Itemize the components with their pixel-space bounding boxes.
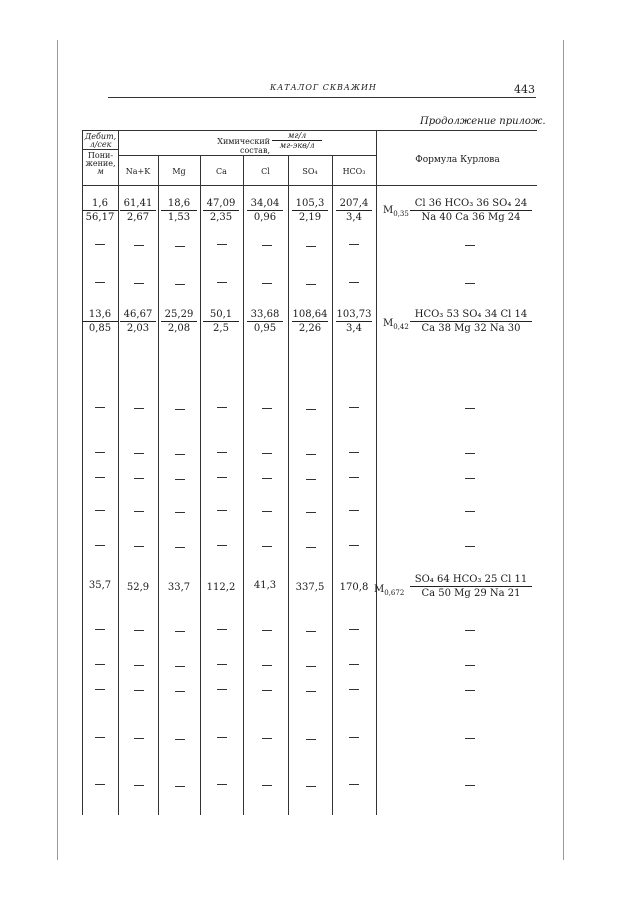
r2-nak: 46,67 2,03 <box>120 309 156 334</box>
empty-cell-dash <box>175 479 185 480</box>
empty-cell-dash <box>349 629 359 630</box>
empty-cell-dash <box>134 665 144 666</box>
empty-cell-dash <box>134 511 144 512</box>
empty-cell-dash <box>134 283 144 284</box>
empty-cell-dash <box>134 245 144 246</box>
empty-cell-dash <box>465 690 475 691</box>
empty-cell-dash <box>134 408 144 409</box>
empty-cell-dash <box>95 452 105 453</box>
empty-cell-dash <box>217 407 227 408</box>
chem-sub-rule <box>118 155 376 156</box>
empty-cell-dash <box>134 546 144 547</box>
empty-cell-dash <box>306 691 316 692</box>
head-rule <box>108 97 536 98</box>
empty-cell-dash <box>349 407 359 408</box>
header-ion-nak: Na+K <box>125 167 151 176</box>
r2-ca: 50,1 2,5 <box>203 309 239 334</box>
r1-hco3: 207,4 3,4 <box>336 198 372 223</box>
r2-so4: 108,64 2,26 <box>292 309 328 334</box>
empty-cell-dash <box>306 547 316 548</box>
empty-cell-dash <box>262 245 272 246</box>
header-chem-composition: Химический состав, <box>217 137 270 155</box>
empty-cell-dash <box>134 690 144 691</box>
empty-cell-dash <box>306 666 316 667</box>
empty-cell-dash <box>262 511 272 512</box>
col-line-6 <box>332 155 333 815</box>
r1-m-value: $M_{0,35}$ <box>383 205 409 218</box>
col-line-3 <box>200 155 201 815</box>
empty-cell-dash <box>175 409 185 410</box>
empty-cell-dash <box>262 453 272 454</box>
r1-debit-decline: 1,6 56,17 <box>82 198 118 223</box>
r1-kurlov-formula: Cl 36 HCO₃ 36 SO₄ 24 Na 40 Ca 36 Mg 24 <box>410 198 532 223</box>
empty-cell-dash <box>217 282 227 283</box>
empty-cell-dash <box>217 477 227 478</box>
empty-cell-dash <box>217 737 227 738</box>
empty-cell-dash <box>262 738 272 739</box>
empty-cell-dash <box>175 284 185 285</box>
empty-cell-dash <box>175 691 185 692</box>
empty-cell-dash <box>349 282 359 283</box>
empty-cell-dash <box>306 739 316 740</box>
empty-cell-dash <box>349 737 359 738</box>
empty-cell-dash <box>175 666 185 667</box>
empty-cell-dash <box>134 630 144 631</box>
empty-cell-dash <box>262 785 272 786</box>
empty-cell-dash <box>465 546 475 547</box>
header-mid-rule <box>82 149 118 150</box>
empty-cell-dash <box>217 689 227 690</box>
empty-cell-dash <box>262 630 272 631</box>
empty-cell-dash <box>175 739 185 740</box>
r1-so4: 105,3 2,19 <box>292 198 328 223</box>
empty-cell-dash <box>95 545 105 546</box>
empty-cell-dash <box>306 786 316 787</box>
empty-cell-dash <box>95 282 105 283</box>
empty-cell-dash <box>306 631 316 632</box>
r3-nak: 52,9 <box>126 582 150 593</box>
r2-mg: 25,29 2,08 <box>161 309 197 334</box>
empty-cell-dash <box>465 478 475 479</box>
empty-cell-dash <box>217 510 227 511</box>
empty-cell-dash <box>95 407 105 408</box>
r3-mg: 33,7 <box>167 582 191 593</box>
empty-cell-dash <box>262 478 272 479</box>
r1-cl: 34,04 0,96 <box>247 198 283 223</box>
col-line-5 <box>288 155 289 815</box>
r2-m-value: $M_{0,42}$ <box>383 318 409 331</box>
empty-cell-dash <box>465 785 475 786</box>
empty-cell-dash <box>349 477 359 478</box>
empty-cell-dash <box>175 512 185 513</box>
r2-debit-decline: 13,6 0,85 <box>82 309 118 334</box>
empty-cell-dash <box>217 784 227 785</box>
r2-kurlov-formula: HCO₃ 53 SO₄ 34 Cl 14 Ca 38 Mg 32 Na 30 <box>410 309 532 334</box>
header-debit: Дебит, л/сек <box>84 132 117 149</box>
header-formula: Формула Курлова <box>415 155 500 165</box>
empty-cell-dash <box>465 511 475 512</box>
col-line-2 <box>158 155 159 815</box>
empty-cell-dash <box>262 665 272 666</box>
header-decline: Пони- жение, м <box>85 151 116 176</box>
empty-cell-dash <box>349 689 359 690</box>
empty-cell-dash <box>217 244 227 245</box>
empty-cell-dash <box>217 629 227 630</box>
empty-cell-dash <box>306 246 316 247</box>
header-chem-unit: мг/л мг-экв/л <box>272 131 322 150</box>
empty-cell-dash <box>134 478 144 479</box>
empty-cell-dash <box>134 785 144 786</box>
header-ion-mg: Mg <box>172 167 186 176</box>
empty-cell-dash <box>306 409 316 410</box>
r3-so4: 337,5 <box>295 582 325 593</box>
empty-cell-dash <box>95 689 105 690</box>
r3-hco3: 170,8 <box>339 582 369 593</box>
empty-cell-dash <box>262 690 272 691</box>
empty-cell-dash <box>95 629 105 630</box>
empty-cell-dash <box>465 665 475 666</box>
r3-m-value: $M_{0,672}$ <box>374 584 405 597</box>
empty-cell-dash <box>349 510 359 511</box>
header-bottom-rule <box>82 185 537 186</box>
r3-kurlov-formula: SO₄ 64 HCO₃ 25 Cl 11 Ca 50 Mg 29 Na 21 <box>410 574 532 599</box>
r3-cl: 41,3 <box>253 580 277 591</box>
empty-cell-dash <box>262 546 272 547</box>
header-ion-cl: Cl <box>261 167 270 176</box>
empty-cell-dash <box>95 784 105 785</box>
empty-cell-dash <box>465 738 475 739</box>
col-line-0 <box>82 130 83 815</box>
empty-cell-dash <box>95 737 105 738</box>
empty-cell-dash <box>306 479 316 480</box>
empty-cell-dash <box>217 452 227 453</box>
page-number: 443 <box>514 83 535 96</box>
empty-cell-dash <box>95 244 105 245</box>
empty-cell-dash <box>175 786 185 787</box>
running-head: КАТАЛОГ СКВАЖИН <box>270 83 377 92</box>
empty-cell-dash <box>306 284 316 285</box>
empty-cell-dash <box>349 244 359 245</box>
empty-cell-dash <box>349 664 359 665</box>
empty-cell-dash <box>175 454 185 455</box>
empty-cell-dash <box>95 477 105 478</box>
empty-cell-dash <box>349 784 359 785</box>
r2-cl: 33,68 0,95 <box>247 309 283 334</box>
empty-cell-dash <box>465 453 475 454</box>
header-ion-so4: SO₄ <box>302 167 318 176</box>
empty-cell-dash <box>134 453 144 454</box>
left-page-edge <box>57 40 58 860</box>
continuation-note: Продолжение прилож. <box>420 116 546 127</box>
empty-cell-dash <box>262 408 272 409</box>
empty-cell-dash <box>465 408 475 409</box>
right-page-edge <box>563 40 564 860</box>
empty-cell-dash <box>217 664 227 665</box>
col-line-7 <box>376 130 377 815</box>
r3-ca: 112,2 <box>206 582 236 593</box>
empty-cell-dash <box>465 245 475 246</box>
col-line-1 <box>118 130 119 815</box>
empty-cell-dash <box>95 664 105 665</box>
empty-cell-dash <box>465 630 475 631</box>
r1-ca: 47,09 2,35 <box>203 198 239 223</box>
empty-cell-dash <box>349 452 359 453</box>
empty-cell-dash <box>349 545 359 546</box>
col-line-4 <box>243 155 244 815</box>
empty-cell-dash <box>306 512 316 513</box>
r1-mg: 18,6 1,53 <box>161 198 197 223</box>
header-ion-hco3: HCO₃ <box>342 167 366 176</box>
r3-debit: 35,7 <box>88 580 112 591</box>
header-ion-ca: Ca <box>216 167 227 176</box>
empty-cell-dash <box>306 454 316 455</box>
empty-cell-dash <box>134 738 144 739</box>
empty-cell-dash <box>175 547 185 548</box>
empty-cell-dash <box>217 545 227 546</box>
empty-cell-dash <box>465 283 475 284</box>
empty-cell-dash <box>175 631 185 632</box>
empty-cell-dash <box>262 283 272 284</box>
r1-nak: 61,41 2,67 <box>120 198 156 223</box>
empty-cell-dash <box>175 246 185 247</box>
r2-hco3: 103,73 3,4 <box>336 309 372 334</box>
empty-cell-dash <box>95 510 105 511</box>
